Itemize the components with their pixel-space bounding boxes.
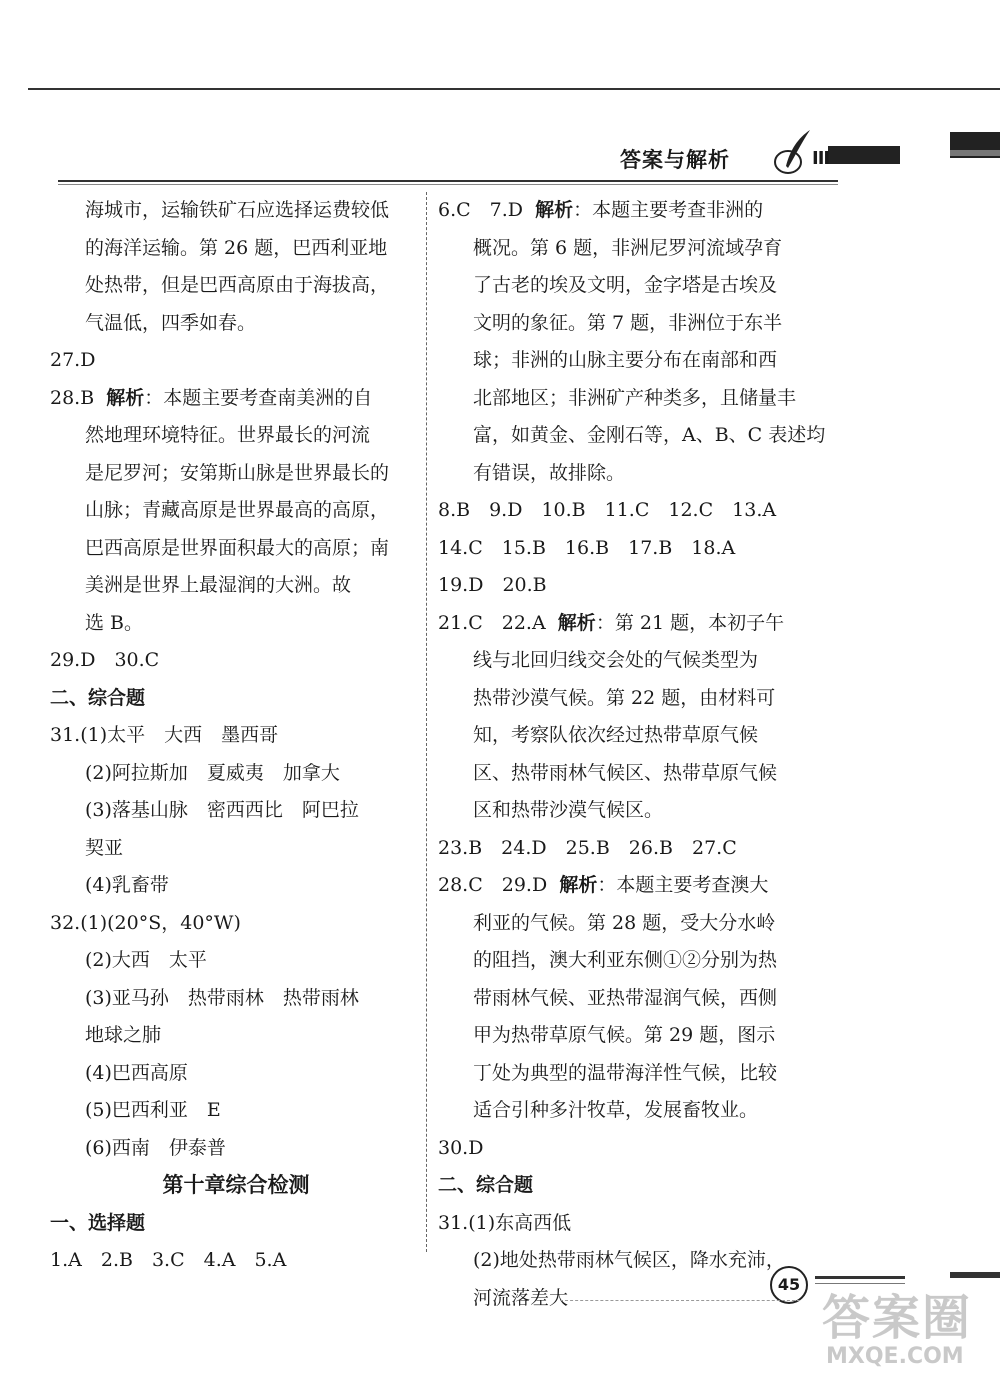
text-line: 美洲是世界上最湿润的大洲。故 bbox=[85, 574, 352, 596]
text-line: (4)乳畜带 bbox=[85, 874, 169, 896]
text-line: 有错误，故排除。 bbox=[473, 461, 626, 484]
text-line: (6)西南 伊泰普 bbox=[85, 1136, 226, 1159]
header-rule-thin bbox=[58, 184, 838, 185]
answer-number: 21.C 22.A bbox=[438, 611, 546, 634]
quill-icon bbox=[772, 128, 812, 176]
right-column bbox=[438, 192, 826, 1317]
text-line: (2)地处热带雨林气候区，降水充沛， bbox=[473, 1249, 785, 1271]
answer-line bbox=[438, 867, 803, 905]
header-title: 答案与解析 bbox=[620, 148, 730, 172]
analysis-label: 解析 bbox=[559, 874, 598, 896]
answer-line: 27.D bbox=[50, 349, 96, 371]
column-divider bbox=[426, 192, 428, 1252]
text-line: (5)巴西利亚 E bbox=[85, 1099, 221, 1121]
text-line: 海城市，运输铁矿石应选择运费较低 bbox=[85, 199, 390, 221]
text-line: 气温低，四季如春。 bbox=[85, 311, 257, 334]
corner-block-stripe bbox=[950, 150, 1000, 156]
left-column bbox=[50, 192, 422, 1280]
answer-line: 23.B 24.D 25.B 26.B 27.C bbox=[438, 836, 737, 859]
footer-rule-thin bbox=[815, 1283, 905, 1284]
text-line: 文明的象征。第 7 题，非洲位于东半 bbox=[473, 311, 783, 334]
text-line: 球；非洲的山脉主要分布在南部和西 bbox=[473, 349, 778, 371]
analysis-text: ：第 21 题，本初子午 bbox=[595, 611, 785, 634]
text-line: 河流落差大 bbox=[473, 1286, 569, 1309]
text-line: 契亚 bbox=[85, 836, 124, 859]
text-line: 处热带，但是巴西高原由于海拔高， bbox=[85, 274, 390, 296]
top-rule bbox=[28, 88, 1000, 90]
text-line: (3)亚马孙 热带雨林 热带雨林 bbox=[85, 986, 359, 1009]
answer-line: 31.(1)东高西低 bbox=[438, 1211, 572, 1234]
text-line: 区和热带沙漠气候区。 bbox=[473, 799, 664, 821]
answer-line: 14.C 15.B 16.B 17.B 18.A bbox=[438, 536, 736, 559]
watermark-url: MXQE.COM bbox=[826, 1344, 964, 1369]
header-marker: III bbox=[812, 148, 830, 169]
page-number: 45 bbox=[770, 1266, 808, 1304]
text-line: 甲为热带草原气候。第 29 题，图示 bbox=[473, 1024, 776, 1046]
answer-line bbox=[50, 380, 422, 418]
text-line: 巴西高原是世界面积最大的高原；南 bbox=[85, 536, 390, 559]
analysis-label: 解析 bbox=[535, 199, 574, 221]
text-line: 的海洋运输。第 26 题，巴西利亚地 bbox=[85, 236, 388, 259]
chapter-title: 第十章综合检测 bbox=[162, 1173, 310, 1197]
analysis-label: 解析 bbox=[106, 386, 145, 409]
section-heading: 二、综合题 bbox=[438, 1174, 534, 1196]
section-heading: 一、选择题 bbox=[50, 1211, 146, 1234]
text-line: 丁处为典型的温带海洋性气候，比较 bbox=[473, 1061, 778, 1084]
header-band bbox=[828, 146, 900, 164]
text-line: 线与北回归线交会处的气候类型为 bbox=[473, 649, 759, 671]
answer-line: 31.(1)太平 大西 墨西哥 bbox=[50, 724, 279, 746]
text-line: 区、热带雨林气候区、热带草原气候 bbox=[473, 761, 778, 784]
answer-line: 19.D 20.B bbox=[438, 574, 547, 596]
text-line: 利亚的气候。第 28 题，受大分水岭 bbox=[473, 911, 776, 934]
footer-rule bbox=[815, 1276, 905, 1279]
analysis-label: 解析 bbox=[557, 611, 596, 634]
footer-corner-block bbox=[950, 1272, 1000, 1278]
text-line: 是尼罗河；安第斯山脉是世界最长的 bbox=[85, 461, 390, 484]
watermark-logo: 答案圈 bbox=[822, 1290, 973, 1346]
text-line: 知，考察队依次经过热带草原气候 bbox=[473, 724, 759, 746]
analysis-text: ：本题主要考查澳大 bbox=[597, 874, 769, 896]
answer-line: 1.A 2.B 3.C 4.A 5.A bbox=[50, 1249, 287, 1271]
text-line: 适合引种多汁牧草，发展畜牧业。 bbox=[473, 1099, 759, 1121]
text-line: 了古老的埃及文明，金字塔是古埃及 bbox=[473, 274, 778, 296]
text-line: (2)阿拉斯加 夏威夷 加拿大 bbox=[85, 761, 340, 784]
text-line: 热带沙漠气候。第 22 题，由材料可 bbox=[473, 686, 776, 709]
text-line: 的阻挡，澳大利亚东侧①②分别为热 bbox=[473, 949, 778, 971]
answer-number: 28.B bbox=[50, 386, 95, 409]
answer-line: 32.(1)(20°S，40°W) bbox=[50, 911, 241, 934]
answer-line bbox=[438, 192, 803, 230]
footer-dashed-rule bbox=[560, 1300, 800, 1301]
answer-line bbox=[438, 605, 803, 643]
section-heading: 二、综合题 bbox=[50, 686, 146, 709]
text-line: 选 B。 bbox=[85, 611, 144, 634]
text-line: 北部地区；非洲矿产种类多，且储量丰 bbox=[473, 386, 797, 409]
analysis-text: ：本题主要考查非洲的 bbox=[573, 199, 764, 221]
text-line: 富，如黄金、金刚石等，A、B、C 表述均 bbox=[473, 424, 826, 446]
answer-number: 28.C 29.D bbox=[438, 874, 548, 896]
answer-number: 6.C 7.D bbox=[438, 199, 524, 221]
answer-line: 8.B 9.D 10.B 11.C 12.C 13.A bbox=[438, 499, 777, 521]
text-line: 带雨林气候、亚热带湿润气候，西侧 bbox=[473, 986, 778, 1009]
header-rule bbox=[58, 180, 838, 182]
text-line: 概况。第 6 题，非洲尼罗河流域孕育 bbox=[473, 236, 783, 259]
answer-line: 29.D 30.C bbox=[50, 649, 160, 671]
watermark bbox=[822, 1290, 1000, 1370]
text-line: 地球之肺 bbox=[85, 1024, 162, 1046]
text-line: (4)巴西高原 bbox=[85, 1061, 188, 1084]
text-line: (3)落基山脉 密西西比 阿巴拉 bbox=[85, 799, 359, 821]
answer-line: 30.D bbox=[438, 1136, 484, 1159]
analysis-text: ：本题主要考查南美洲的自 bbox=[144, 386, 373, 409]
text-line: 山脉；青藏高原是世界最高的高原， bbox=[85, 499, 390, 521]
text-line: 然地理环境特征。世界最长的河流 bbox=[85, 424, 371, 446]
text-line: (2)大西 太平 bbox=[85, 949, 207, 971]
